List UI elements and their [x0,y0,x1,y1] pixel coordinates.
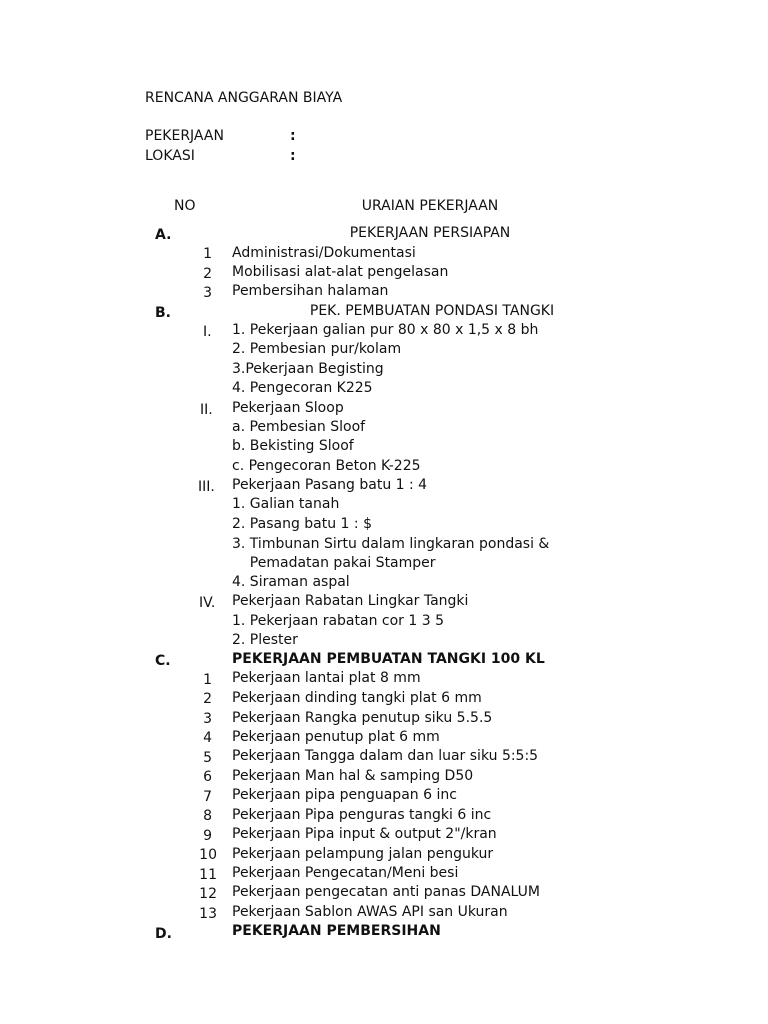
section-d-title: PEKERJAAN PEMBERSIHAN [232,923,441,939]
item-text: 3. Timbunan Sirtu dalam lingkaran pondasi & [232,536,550,552]
item-text: b. Bekisting Sloof [232,438,354,454]
item-text: Pekerjaan Pipa penguras tangki 6 inc [232,807,492,823]
item-text: 4. Pengecoran K225 [232,380,373,396]
item-number: 9 [203,828,212,844]
item-number: 6 [203,769,212,785]
pekerjaan-colon: : [290,128,296,144]
item-text: Pekerjaan dinding tangki plat 6 mm [232,690,482,706]
header-no: NO [174,198,196,214]
item-text: Pekerjaan Rangka penutup siku 5.5.5 [232,710,493,726]
item-number: 10 [199,847,217,863]
item-text: Pekerjaan Man hal & samping D50 [232,768,474,784]
item-number: 3 [203,711,212,727]
item-text: 1. Pekerjaan rabatan cor 1 3 5 [232,613,444,629]
item-text: Administrasi/Dokumentasi [232,245,416,261]
item-text: a. Pembesian Sloof [232,419,366,435]
roman-numeral: III. [198,479,215,495]
item-text: Pekerjaan Sloop [232,400,344,416]
item-text: c. Pengecoran Beton K-225 [232,458,421,474]
section-a-title: PEKERJAAN PERSIAPAN [349,225,511,241]
roman-numeral: I. [203,324,212,340]
section-c-title: PEKERJAAN PEMBUATAN TANGKI 100 KL [232,651,545,667]
pekerjaan-label: PEKERJAAN [145,128,224,144]
item-number: 7 [203,789,212,805]
item-text: Pembersihan halaman [232,283,389,299]
item-number: 1 [203,672,212,688]
roman-numeral: II. [200,402,213,418]
document-title: RENCANA ANGGARAN BIAYA [145,90,343,106]
item-text: Pekerjaan pelampung jalan pengukur [232,846,494,862]
section-a-letter: A. [155,227,172,243]
item-text: Pekerjaan Sablon AWAS API san Ukuran [232,904,508,920]
header-uraian: URAIAN PEKERJAAN [361,198,499,214]
item-text: Pekerjaan penutup plat 6 mm [232,729,440,745]
item-text: 2. Plester [232,632,298,648]
item-text: Pekerjaan Tangga dalam dan luar siku 5:5:5 [232,748,539,764]
item-text: Pekerjaan Pipa input & output 2"/kran [232,826,497,842]
item-text: Pemadatan pakai Stamper [232,555,436,571]
item-text: Pekerjaan pipa penguapan 6 inc [232,787,457,803]
item-number: 13 [199,906,217,922]
item-text: Pekerjaan Pengecatan/Meni besi [232,865,459,881]
item-text: Pekerjaan lantai plat 8 mm [232,670,421,686]
item-text: Pekerjaan Pasang batu 1 : 4 [232,477,428,493]
section-b-title: PEK. PEMBUATAN PONDASI TANGKI [309,303,555,319]
item-text: 3.Pekerjaan Begisting [232,361,384,377]
lokasi-colon: : [290,148,296,164]
item-text: 1. Galian tanah [232,496,340,512]
item-text: Pekerjaan pengecatan anti panas DANALUM [232,884,540,900]
item-text: 2. Pasang batu 1 : $ [232,516,372,532]
item-number: 3 [203,285,212,301]
item-number: 1 [203,246,212,262]
section-c-letter: C. [155,653,171,669]
item-text: Pekerjaan Rabatan Lingkar Tangki [232,593,469,609]
item-text: 1. Pekerjaan galian pur 80 x 80 x 1,5 x 8 bh [232,322,539,338]
item-number: 2 [203,691,212,707]
item-text: 2. Pembesian pur/kolam [232,341,402,357]
item-number: 4 [203,730,212,746]
roman-numeral: IV. [199,595,216,611]
section-d-letter: D. [155,926,172,942]
item-text: 4. Siraman aspal [232,574,350,590]
section-b-letter: B. [155,305,171,321]
item-number: 11 [199,867,217,883]
lokasi-label: LOKASI [145,148,195,164]
item-number: 12 [199,886,217,902]
item-text: Mobilisasi alat-alat pengelasan [232,264,449,280]
item-number: 5 [203,750,212,766]
item-number: 2 [203,266,212,282]
item-number: 8 [203,808,212,824]
